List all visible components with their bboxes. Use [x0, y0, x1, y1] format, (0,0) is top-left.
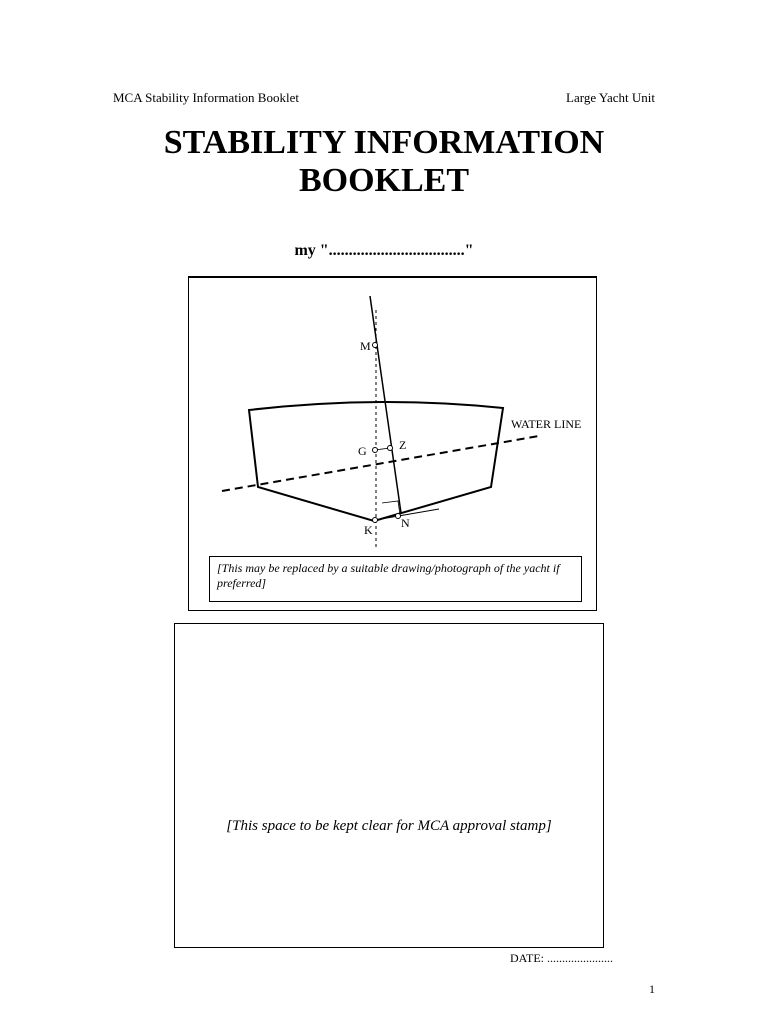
page-number: 1 [649, 982, 655, 996]
label-k: K [364, 523, 373, 537]
label-water-line: WATER LINE [511, 417, 582, 431]
right-angle-marker [382, 501, 400, 515]
label-m: M [360, 339, 371, 353]
header-right: Large Yacht Unit [566, 90, 655, 105]
header-left: MCA Stability Information Booklet [113, 90, 299, 105]
inclined-line [370, 296, 401, 513]
page-title [0, 124, 768, 200]
label-n: N [401, 516, 410, 530]
point-z [388, 446, 393, 451]
label-g: G [358, 444, 367, 458]
stability-figure [188, 276, 597, 611]
figure-note: [This may be replaced by a suitable drawing/photograph of the yacht if preferred] [209, 556, 582, 602]
approval-stamp-box [174, 623, 604, 948]
point-g [373, 448, 378, 453]
label-z: Z [399, 438, 407, 452]
point-k [373, 518, 378, 523]
date-field: DATE: ...................... [510, 951, 613, 965]
title-line-2: BOOKLET [298, 162, 470, 199]
stamp-box-text: [This space to be kept clear for MCA approval stamp] [226, 818, 552, 834]
point-m [373, 343, 378, 348]
yacht-name: my ".................................." [294, 242, 474, 259]
title-line-1: STABILITY INFORMATION [163, 124, 605, 161]
point-n [396, 514, 401, 519]
